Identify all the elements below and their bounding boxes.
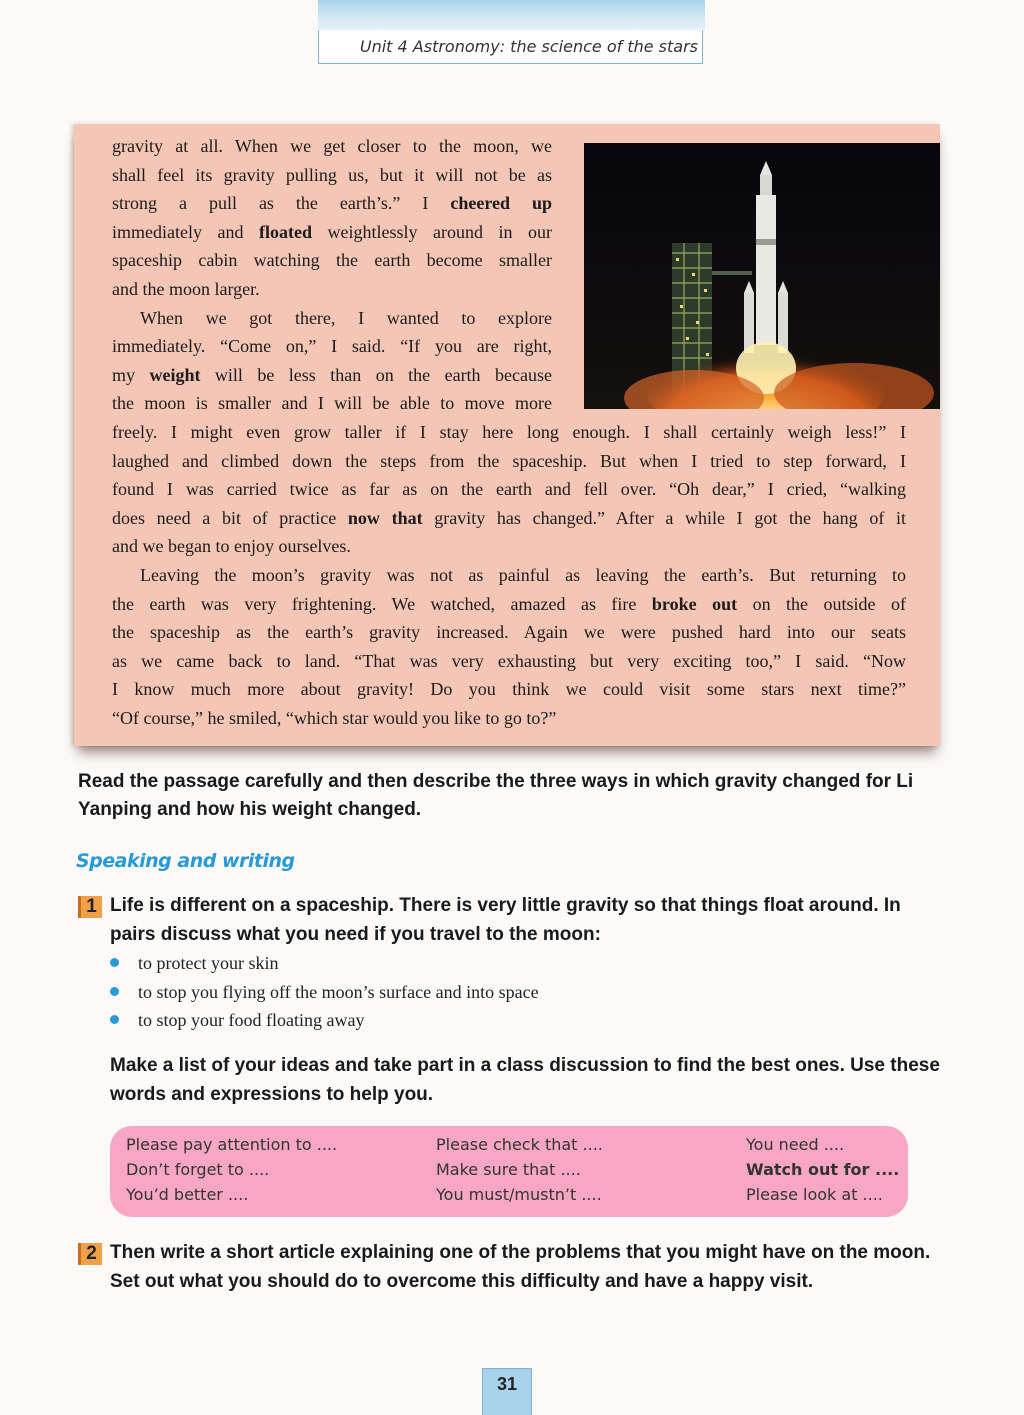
phrase: Please look at .... xyxy=(746,1185,883,1204)
passage-line xyxy=(112,593,906,615)
bullet-dot-icon xyxy=(110,987,119,996)
vocabulary-term: now that xyxy=(347,507,423,528)
page-number: 31 xyxy=(482,1368,532,1415)
passage-line xyxy=(112,192,552,214)
passage-text-segment: the moon is smaller and I will be able to move more xyxy=(112,393,552,414)
passage-line xyxy=(112,249,552,271)
phrase: Don’t forget to .... xyxy=(126,1160,270,1179)
passage-text-segment: and we began to enjoy ourselves. xyxy=(112,536,351,557)
reading-instruction: Read the passage carefully and then describe the three ways in which gravity changed for Li Yanping and how his weight changed. xyxy=(78,771,914,820)
phrase: You must/mustn’t .... xyxy=(436,1185,602,1204)
passage-text-segment: on the outside of xyxy=(737,593,907,614)
vocabulary-term: broke out xyxy=(651,593,738,614)
passage-text-segment: strong a pull as the earth’s.” I xyxy=(112,193,451,214)
passage-line xyxy=(140,307,552,329)
rocket-launch-illustration xyxy=(584,143,940,409)
bullet-dot-icon xyxy=(110,958,119,967)
phrase: Make sure that .... xyxy=(436,1160,581,1179)
passage-text-segment: the earth was very frightening. We watched, amazed as fire xyxy=(112,593,652,614)
section-heading: Speaking and writing xyxy=(76,850,295,872)
passage-text-segment: laughed and climbed down the steps from the spaceship. But when I tried to step forward, I xyxy=(112,450,906,471)
passage-text-segment: weightlessly around in our xyxy=(311,221,552,242)
passage-text-segment: I know much more about gravity! Do you think we could visit some stars next time?” xyxy=(112,679,906,700)
phrase: Please check that .... xyxy=(436,1135,603,1154)
passage-text-segment: Leaving the moon’s gravity was not as painful as leaving the earth’s. But returning to xyxy=(140,565,906,585)
task-1-follow-up: Make a list of your ideas and take part in a class discussion to find the best ones. Use these words and expressions to help you. xyxy=(110,1055,940,1105)
passage-line xyxy=(112,650,906,672)
passage-line xyxy=(112,678,906,700)
unit-title: Unit 4 Astronomy: the science of the stars xyxy=(318,30,703,64)
passage-line xyxy=(112,221,552,243)
task-2-number: 2 xyxy=(78,1243,102,1265)
task-2-text: Then write a short article explaining one of the problems that you might have on the moon. Set out what you should do to overcome this difficulty and have a happy visit. xyxy=(110,1242,931,1292)
passage-text-segment: immediately. “Come on,” I said. “If you are right, xyxy=(112,336,552,357)
passage-text-segment: When we got there, I wanted to explore xyxy=(140,307,552,328)
task-1-bullet: to stop you flying off the moon’s surface and into space xyxy=(110,981,539,1003)
rocket-launch-photo xyxy=(584,143,940,409)
passage-text-segment: found I was carried twice as far as on the earth and fell over. “Oh dear,” I cried, “walking xyxy=(112,479,906,500)
passage-line xyxy=(112,135,552,157)
phrase: Please pay attention to .... xyxy=(126,1135,338,1154)
passage-line xyxy=(112,507,906,529)
passage-line xyxy=(112,478,906,500)
passage-line xyxy=(112,535,906,557)
phrase: You’d better .... xyxy=(126,1185,249,1204)
passage-text-segment: does need a bit of practice xyxy=(112,507,348,528)
passage-line xyxy=(112,164,552,186)
passage-line xyxy=(112,364,552,386)
passage-text-segment: spaceship cabin watching the earth become smaller xyxy=(112,250,552,271)
passage-text-segment: freely. I might even grow taller if I stay here long enough. I shall certainly weigh less!” I xyxy=(112,422,906,442)
passage-text-segment: will be less than on the earth because xyxy=(200,364,552,385)
phrase: You need .... xyxy=(746,1135,845,1154)
passage-line xyxy=(112,421,906,443)
vocabulary-term: weight xyxy=(149,364,201,385)
passage-text-segment: as we came back to land. “That was very exhausting but very exciting too,” I said. “Now xyxy=(112,650,906,671)
vocabulary-term: cheered up xyxy=(450,193,552,214)
passage-text-segment: immediately and xyxy=(112,221,259,242)
passage-text-segment: shall feel its gravity pulling us, but it will not be as xyxy=(112,164,552,185)
passage-line xyxy=(112,335,552,357)
phrase: Watch out for .... xyxy=(746,1160,900,1179)
task-1-number: 1 xyxy=(78,896,102,918)
passage-line xyxy=(112,278,552,300)
task-1-bullet: to stop your food floating away xyxy=(110,1009,364,1031)
passage-line xyxy=(112,707,906,729)
passage-text-segment: my xyxy=(112,364,150,385)
passage-text-segment: the spaceship as the earth’s gravity increased. Again we were pushed hard into our seats xyxy=(112,622,906,643)
passage-text-segment: gravity has changed.” After a while I got the hang of it xyxy=(422,507,906,528)
passage-line xyxy=(112,450,906,472)
passage-line xyxy=(140,564,906,586)
header-decoration xyxy=(318,0,705,30)
passage-text-segment: “Of course,” he smiled, “which star would you like to go to?” xyxy=(112,708,557,728)
passage-line xyxy=(112,621,906,643)
passage-line xyxy=(112,392,552,414)
passage-text-segment: gravity at all. When we get closer to the moon, we xyxy=(112,136,552,156)
task-1-bullet: to protect your skin xyxy=(110,952,278,974)
task-1-text: Life is different on a spaceship. There is very little gravity so that things float around. In pairs discuss what you need if you travel to the moon: xyxy=(110,895,901,945)
passage-text-segment: and the moon larger. xyxy=(112,279,260,299)
bullet-dot-icon xyxy=(110,1015,119,1024)
vocabulary-term: floated xyxy=(258,221,312,242)
